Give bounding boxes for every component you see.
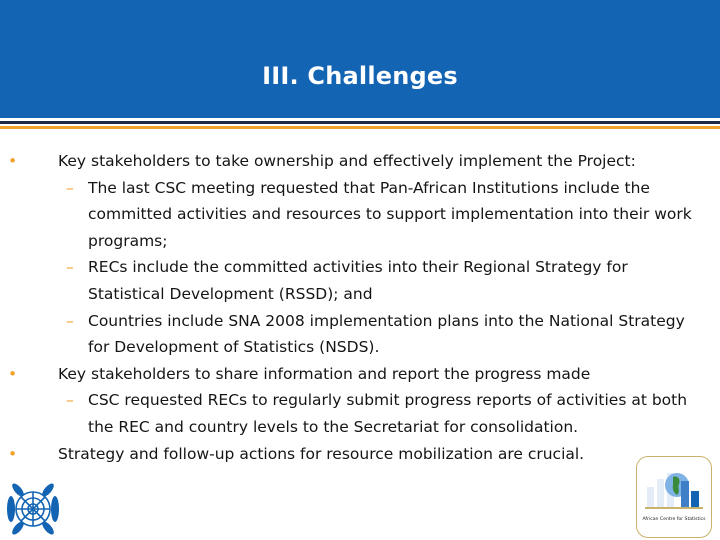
content-area [8, 148, 708, 467]
divider-dark [0, 121, 720, 124]
sub-bullet-text: RECs include the committed activities into their Regional Strategy for Statistical Development (RSSD); and [88, 258, 628, 303]
bullet-item [8, 441, 708, 468]
bullet-item [8, 148, 708, 175]
un-emblem-icon [2, 478, 64, 540]
dash-icon: – [66, 178, 74, 197]
sub-bullet-item [8, 175, 708, 255]
sub-bullet-item [8, 254, 708, 307]
slide-title: III. Challenges [262, 62, 458, 90]
sub-bullet-item [8, 308, 708, 361]
bullet-icon: • [8, 364, 18, 383]
bullet-icon: • [8, 152, 18, 170]
dash-icon: – [66, 311, 74, 330]
african-centre-statistics-logo [636, 456, 712, 538]
sub-bullet-item [8, 387, 708, 440]
dash-icon: – [66, 391, 74, 410]
sub-bullet-text: The last CSC meeting requested that Pan-African Institutions include the committed activities and resources to support implementation into their work programs; [88, 178, 692, 250]
divider-accent [0, 126, 720, 129]
dash-icon: – [66, 258, 74, 277]
logo-caption: African Centre for Statistics [642, 517, 706, 522]
sub-bullet-text: Countries include SNA 2008 implementation plans into the National Strategy for Development of Statistics (NSDS). [88, 311, 685, 357]
bullet-text: Key stakeholders to share information and report the progress made [58, 364, 591, 383]
bullet-text: Strategy and follow-up actions for resource mobilization are crucial. [58, 444, 585, 463]
title-bar [0, 0, 720, 118]
statistics-logo-icon [637, 457, 711, 517]
bullet-icon: • [8, 444, 18, 463]
sub-bullet-text: CSC requested RECs to regularly submit progress reports of activities at both the REC and country levels to the Secretariat for consolidation. [88, 391, 688, 436]
bullet-item [8, 361, 708, 388]
bullet-text: Key stakeholders to take ownership and effectively implement the Project: [58, 152, 636, 170]
